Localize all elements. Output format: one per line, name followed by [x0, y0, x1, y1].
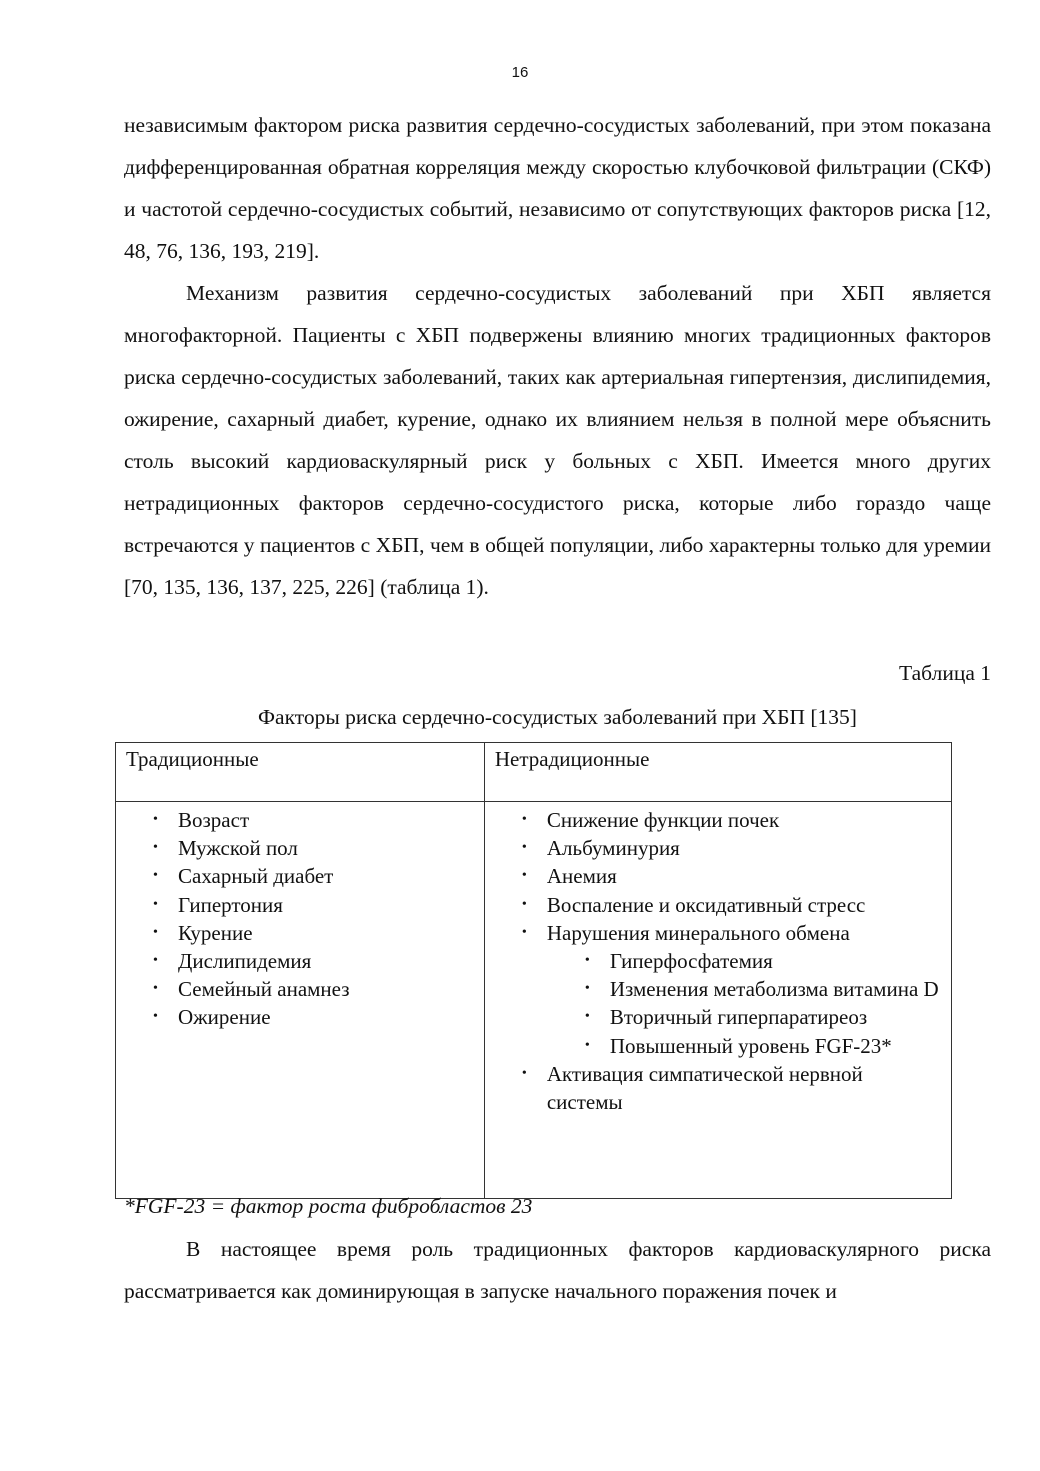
list-item: • Мужской пол	[116, 834, 474, 862]
list-item: • Альбуминурия	[485, 834, 941, 862]
list-item: • Гипертония	[116, 891, 474, 919]
sub-list-item: • Изменения метаболизма витамина D	[485, 975, 941, 1003]
header-traditional: Традиционные	[116, 743, 485, 802]
table-label: Таблица 1	[899, 661, 991, 685]
list-item: • Анемия	[485, 862, 941, 890]
table-body-row	[116, 802, 952, 1199]
sub-list-item: • Гиперфосфатемия	[485, 947, 941, 975]
mineral-sublist	[485, 947, 941, 1060]
table-caption: Факторы риска сердечно-сосудистых заболеваний при ХБП [135]	[258, 705, 857, 729]
traditional-list	[116, 806, 474, 1032]
list-item: • Семейный анамнез	[116, 975, 474, 1003]
nontraditional-cell	[484, 802, 951, 1199]
list-item: • Нарушения минерального обмена	[485, 919, 941, 947]
paragraph-2: Механизм развития сердечно-сосудистых заболеваний при ХБП является многофакторной. Пациенты с ХБП подвержены влиянию многих традиционных факторов риска сердечно-сосудистых заболеваний, таких как артериальная гипертензия, дислипидемия, ожирение, сахарный диабет, курение, однако их влиянием нельзя в полной мере объяснить столь высокий кардиоваскулярный риск у больных с ХБП. Имеется много других нетрадиционных факторов сердечно-сосудистого риска, которые либо гораздо чаще встречаются у пациентов с ХБП, чем в общей популяции, либо характерны только для уремии [70, 135, 136, 137, 225, 226] (таблица 1).	[124, 281, 991, 599]
list-item: • Возраст	[116, 806, 474, 834]
header-nontraditional: Нетрадиционные	[484, 743, 951, 802]
traditional-cell	[116, 802, 485, 1199]
nontraditional-list	[485, 806, 941, 947]
table-header-row	[116, 743, 952, 802]
nontraditional-list-end	[485, 1060, 941, 1116]
sub-list-item: • Повышенный уровень FGF-23*	[485, 1032, 941, 1060]
list-item: • Снижение функции почек	[485, 806, 941, 834]
paragraph-1: независимым фактором риска развития сердечно-сосудистых заболеваний, при этом показана дифференцированная обратная корреляция между скоростью клубочковой фильтрации (СКФ) и частотой сердечно-сосудистых событий, независимо от сопутствующих факторов риска [12, 48, 76, 136, 193, 219].	[124, 113, 991, 263]
list-item: • Сахарный диабет	[116, 862, 474, 890]
list-item: • Ожирение	[116, 1003, 474, 1031]
paragraph-3: В настоящее время роль традиционных факторов кардиоваскулярного риска рассматривается как доминирующая в запуске начального поражения почек и	[124, 1237, 991, 1303]
list-item: • Активация симпатической нервной системы	[485, 1060, 941, 1116]
risk-factors-table	[115, 742, 952, 1199]
table-footnote: *FGF-23 = фактор роста фибробластов 23	[124, 1194, 533, 1218]
page-number: 16	[511, 64, 529, 81]
list-item: • Курение	[116, 919, 474, 947]
list-item: • Воспаление и оксидативный стресс	[485, 891, 941, 919]
list-item: • Дислипидемия	[116, 947, 474, 975]
sub-list-item: • Вторичный гиперпаратиреоз	[485, 1003, 941, 1031]
